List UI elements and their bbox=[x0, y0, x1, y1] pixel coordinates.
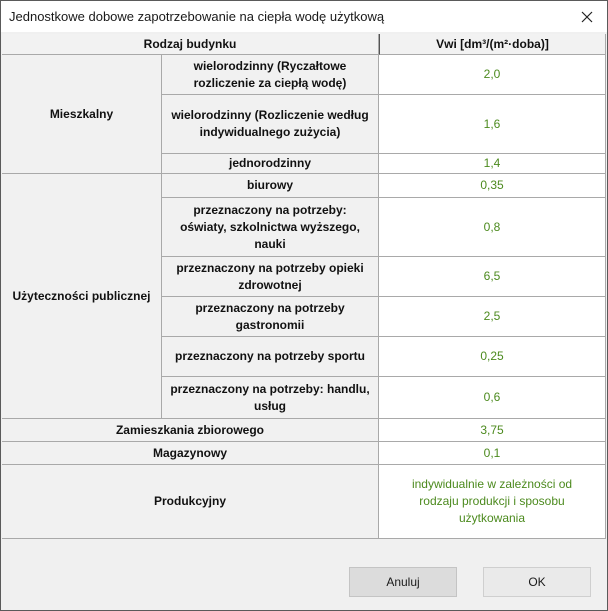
close-button[interactable] bbox=[567, 1, 607, 32]
row-value[interactable]: 2,5 bbox=[379, 297, 606, 337]
row-label: przeznaczony na potrzeby gastronomii bbox=[162, 297, 379, 337]
group-production: Produkcyjny bbox=[2, 465, 379, 539]
row-value[interactable]: 0,6 bbox=[379, 377, 606, 419]
group-storage: Magazynowy bbox=[2, 442, 379, 465]
header-building-type[interactable]: Rodzaj budynku bbox=[2, 34, 379, 55]
row-label: wielorodzinny (Ryczałtowe rozliczenie za ciepłą wodę) bbox=[162, 55, 379, 95]
row-label: przeznaczony na potrzeby opieki zdrowotnej bbox=[162, 257, 379, 297]
button-bar bbox=[1, 561, 607, 610]
header-vwi[interactable]: Vwi [dm³/(m²·doba)] bbox=[379, 34, 606, 55]
row-value[interactable]: 0,8 bbox=[379, 198, 606, 257]
row-value[interactable]: 0,25 bbox=[379, 337, 606, 377]
row-value[interactable]: 6,5 bbox=[379, 257, 606, 297]
row-value[interactable]: 1,6 bbox=[379, 95, 606, 154]
group-collective: Zamieszkania zbiorowego bbox=[2, 419, 379, 442]
row-value[interactable]: 0,35 bbox=[379, 174, 606, 198]
close-icon bbox=[581, 11, 593, 23]
row-value[interactable]: 2,0 bbox=[379, 55, 606, 95]
row-label: przeznaczony na potrzeby: handlu, usług bbox=[162, 377, 379, 419]
row-value[interactable]: 1,4 bbox=[379, 154, 606, 174]
row-label: biurowy bbox=[162, 174, 379, 198]
row-label: wielorodzinny (Rozliczenie według indywidualnego zużycia) bbox=[162, 95, 379, 154]
row-label: przeznaczony na potrzeby: oświaty, szkolnictwa wyższego, nauki bbox=[162, 198, 379, 257]
collective-value[interactable]: 3,75 bbox=[379, 419, 606, 442]
ok-button[interactable]: OK bbox=[483, 567, 591, 597]
group-public: Użyteczności publicznej bbox=[2, 174, 162, 419]
cancel-button[interactable]: Anuluj bbox=[349, 567, 457, 597]
storage-value[interactable]: 0,1 bbox=[379, 442, 606, 465]
title-bar bbox=[1, 1, 607, 32]
production-value[interactable]: indywidualnie w zależności od rodzaju produkcji i sposobu użytkowania bbox=[379, 465, 606, 539]
row-label: przeznaczony na potrzeby sportu bbox=[162, 337, 379, 377]
group-residential: Mieszkalny bbox=[2, 55, 162, 174]
dialog-title: Jednostkowe dobowe zapotrzebowanie na ciepła wodę użytkową bbox=[9, 9, 385, 24]
row-label: jednorodzinny bbox=[162, 154, 379, 174]
heat-demand-table bbox=[2, 34, 606, 539]
